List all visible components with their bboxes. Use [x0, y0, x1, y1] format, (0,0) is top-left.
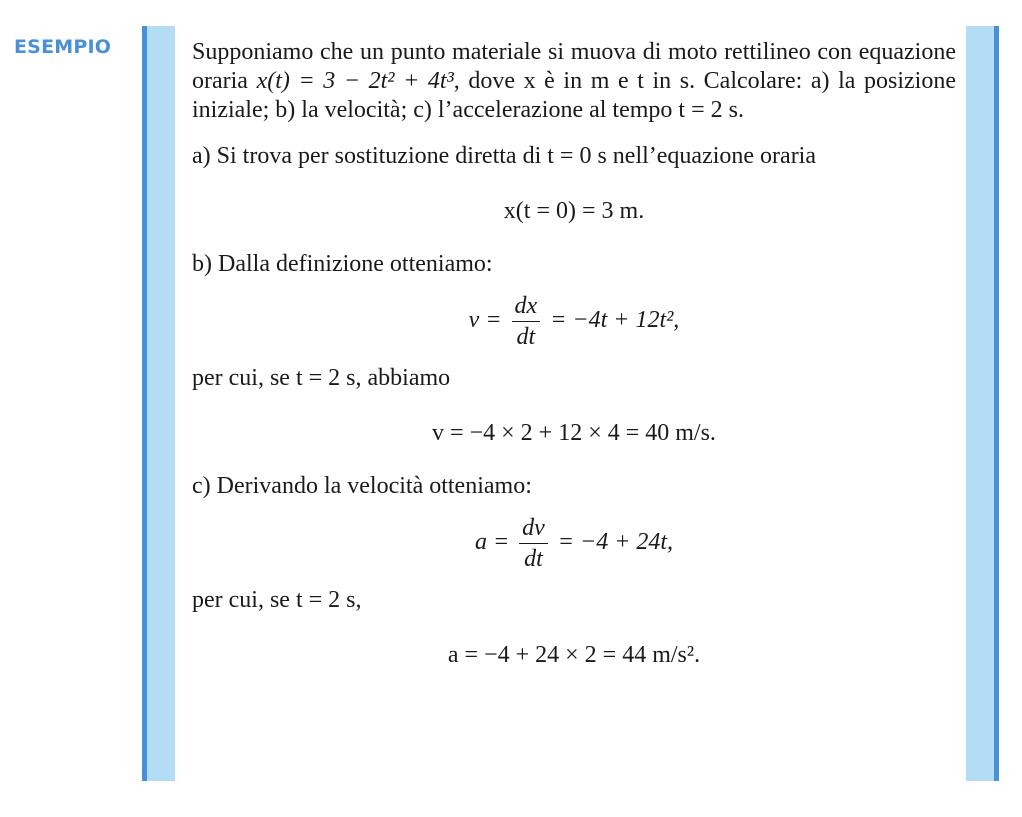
acceleration-lhs: a =	[474, 529, 510, 556]
fraction-denominator: dt	[516, 324, 536, 350]
part-a-equation: x(t = 0) = 3 m.	[503, 198, 645, 224]
right-border-bar	[966, 26, 999, 781]
example-body	[192, 38, 956, 670]
part-a-text: a) Si trova per sostituzione diretta di t = 0 s nell’equazione oraria	[192, 143, 816, 169]
acceleration-derivative-equation	[192, 513, 956, 574]
intro-text-1: Supponiamo che un punto materiale si muova di moto rettilineo con equazione oraria	[192, 39, 956, 94]
intro-paragraph	[192, 38, 956, 125]
example-label: ESEMPIO	[14, 36, 112, 58]
velocity-value-equation: v = −4 × 2 + 12 × 4 = 40 m/s.	[432, 420, 716, 446]
acceleration-fraction	[519, 513, 548, 574]
velocity-derivative-equation	[192, 291, 956, 352]
velocity-fraction	[512, 291, 541, 352]
left-border-bar	[142, 26, 175, 781]
part-b-text: b) Dalla definizione otteniamo:	[192, 251, 493, 277]
velocity-lhs: v =	[468, 307, 502, 334]
part-b-text-2: per cui, se t = 2 s, abbiamo	[192, 365, 451, 391]
fraction-numerator: dx	[512, 291, 541, 322]
part-c-text-2: per cui, se t = 2 s,	[192, 587, 362, 613]
fraction-denominator: dt	[524, 546, 543, 572]
intro-equation: x(t) = 3 − 2t² + 4t³	[256, 68, 454, 94]
fraction-numerator: dv	[519, 513, 548, 544]
part-c-text: c) Derivando la velocità otteniamo:	[192, 473, 532, 499]
velocity-rhs: = −4t + 12t²,	[550, 307, 680, 334]
acceleration-rhs: = −4 + 24t,	[557, 529, 674, 556]
intro-text-2: , dove x è in m e t in s. Calcolare: a) la posizione iniziale; b) la velocità; c) l’accelerazione al tempo t = 2 s.	[192, 68, 956, 123]
acceleration-value-equation: a = −4 + 24 × 2 = 44 m/s².	[447, 642, 701, 668]
